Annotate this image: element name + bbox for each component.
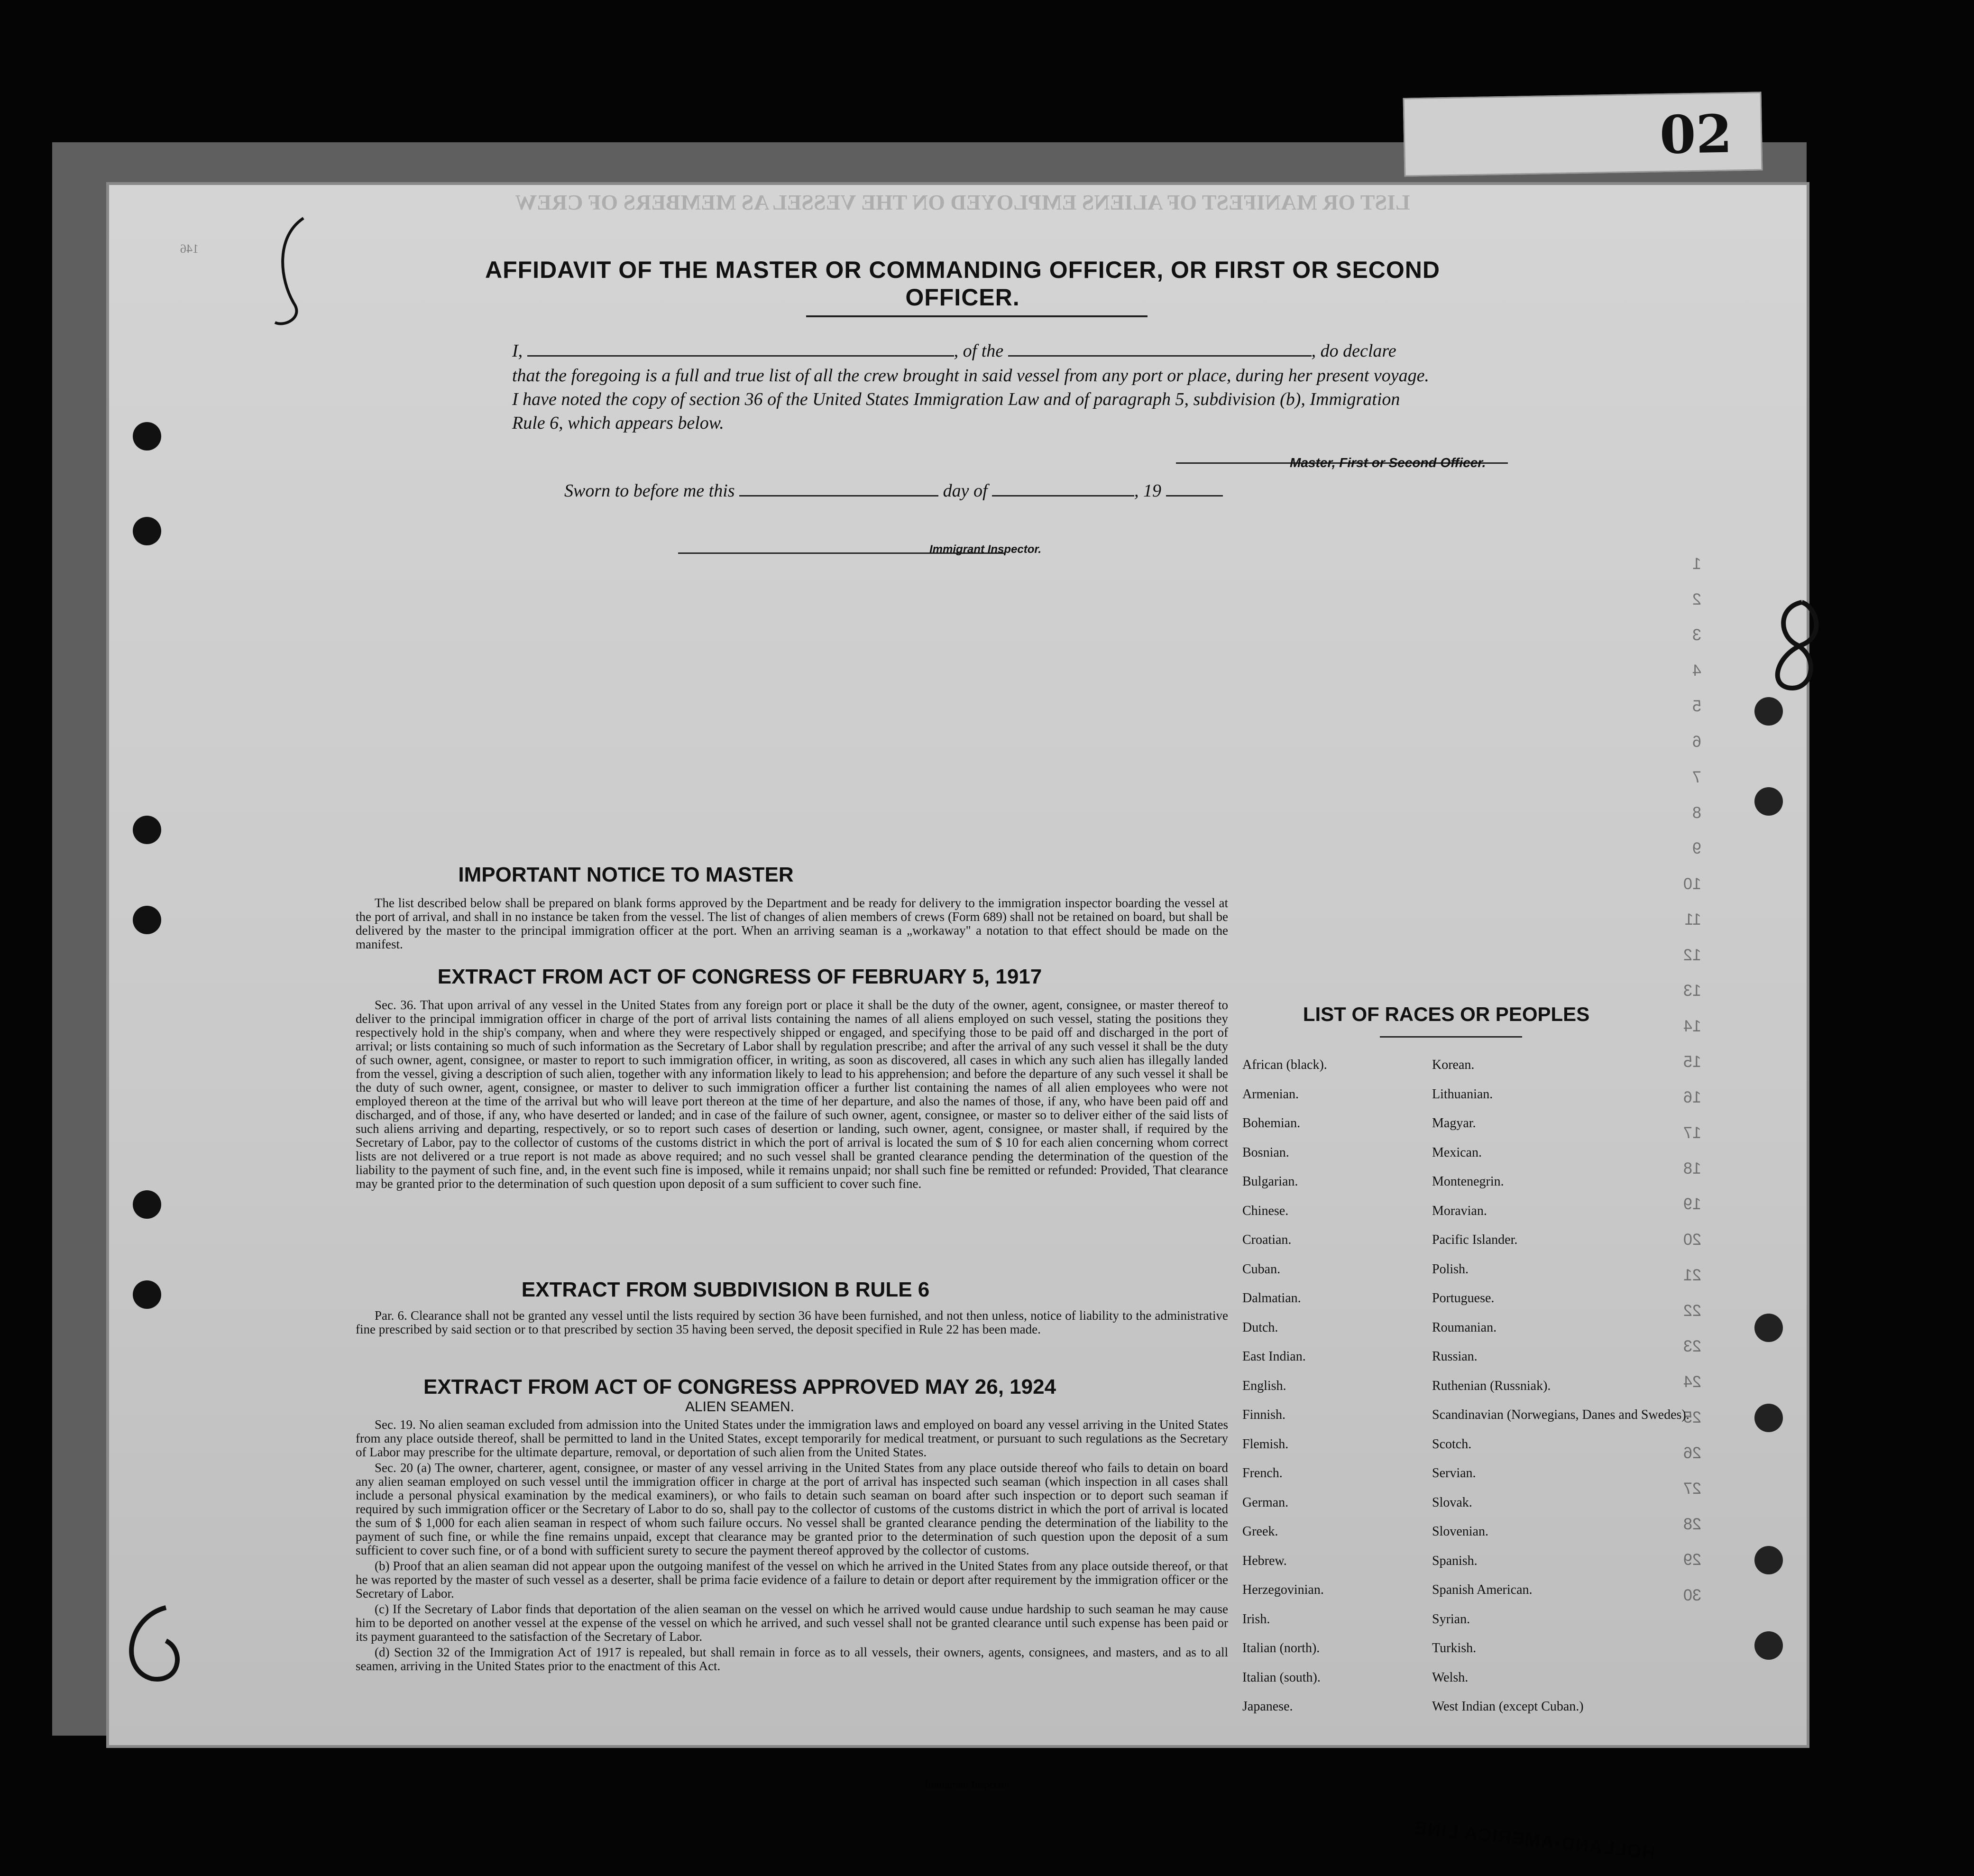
row-numbers: 1 2 3 4 5 6 7 8 9 10 11 12 13 14 15 16 17 18 19 20 21 22 23 24 25 26 27 28 29 30 [1683,555,1701,1604]
extract-1924-title: EXTRACT FROM ACT OF CONGRESS APPROVED MAY 26, 1924 [423,1375,1056,1398]
race-item: East Indian. [1242,1349,1306,1364]
extract-rule6-text: Par. 6. Clearance shall not be granted any vessel until the lists required by section 36 have been furnished, and not then unless, notice of liability to the administrative fine prescribed by said section or to that prescribed by section 35 having been served, the deposit specified in Rule 22 has been made. [356,1308,1228,1336]
binder-hole [1754,787,1783,816]
binder-hole [1754,1546,1783,1574]
binder-hole [133,422,161,451]
race-item: Servian. [1432,1466,1476,1481]
race-item: Ruthenian (Russniak). [1432,1378,1551,1393]
race-item: Moravian. [1432,1203,1487,1218]
race-item: Russian. [1432,1349,1478,1364]
race-item: Scandinavian (Norwegians, Danes and Swedes). [1432,1407,1689,1422]
race-item: Herzegovinian. [1242,1582,1324,1597]
race-item: Scotch. [1432,1436,1472,1452]
binder-hole [133,1280,161,1309]
race-item: Welsh. [1432,1670,1469,1685]
tab-number: 02 [1659,103,1733,166]
race-item: West Indian (except Cuban.) [1432,1699,1584,1714]
race-item: Mexican. [1432,1145,1482,1160]
sworn-line: Sworn to before me this day of , 19 [564,479,1276,501]
race-item: German. [1242,1495,1289,1510]
extract-1917-title: EXTRACT FROM ACT OF CONGRESS OF FEBRUARY 5, 1917 [437,965,1042,988]
binder-hole [133,816,161,844]
race-item: Syrian. [1432,1611,1470,1627]
race-item: Finnish. [1242,1407,1286,1422]
affidavit-title: AFFIDAVIT OF THE MASTER OR COMMANDING OFFICER, OR FIRST OR SECOND OFFICER. [485,257,1441,311]
binder-hole [133,906,161,934]
race-item: Bohemian. [1242,1116,1301,1131]
race-item: Portuguese. [1432,1291,1495,1306]
race-item: Turkish. [1432,1641,1477,1655]
race-item: Korean. [1432,1058,1475,1072]
race-item: African (black). [1242,1058,1327,1072]
race-item: Cuban. [1242,1261,1281,1277]
top-tab [1403,92,1763,176]
race-item: Italian (north). [1242,1641,1320,1655]
race-item: Bulgarian. [1242,1174,1298,1189]
races-list-title: LIST OF RACES OR PEOPLES [1303,1003,1590,1025]
race-item: Dutch. [1242,1320,1278,1335]
race-item: Pacific Islander. [1432,1232,1518,1247]
affidavit-line-3: I have noted the copy of section 36 of the United States Immigration Law and of paragraph 5, subdivision (b), Immigration [512,389,1400,409]
title-underline [806,315,1148,317]
races-left-column [1242,1058,1432,1729]
extract-1924-text: Sec. 19. No alien seaman excluded from admission into the United States under the immigration laws and employed on board any vessel arriving in the United States from any place outside thereof, shall be permitted to land in the United States, except temporarily for medical treatment, or pursuant to such regulations as the Secretary of Labor may prescribe for the ultimate departure, removal, or deportation of such alien from the United States. Sec. 20 (a) The owner, charterer, agent, consignee, or master of any vessel arriving in the United States from any place outside thereof who fails to detain on board any alien seaman employed on such vessel until the immigration officer in charge at the port of arrival has inspected such seaman (which inspection in all cases shall include a personal physical examination by the medical examiners), or who fails to detain such seaman on board after such inspection or to deport such seaman if required by such immigration officer or the Secretary of Labor to do so, shall pay to the collector of customs of the customs district in which the port of arrival is located the sum of $ 1,000 for each alien seaman in respect of whom such failure occurs. No vessel shall be granted clearance pending the determination of the liability to the payment of such fine, or while the fine remains unpaid, except that clearance may be granted prior to the determination of such question upon the deposit of a sum sufficient to cover such fine, or of a bond with sufficient surety to secure the payment thereof approved by the collector of customs. (b) Proof that an alien seaman did not appear upon the outgoing manifest of the vessel on which he arrived in the United States from any place outside thereof, or that he was reported by the master of such vessel as a deserter, shall be prima facie evidence of a failure to detain or deport after requirement by the immigration officer or the Secretary of Labor. (c) If the Secretary of Labor finds that deportation of the alien seaman on the vessel on which he arrived would cause undue hardship to such seaman he may cause him to be deported on another vessel at the expense of the vessel on which he arrived, and such vessel shall not be granted clearance until such expense has been paid or its payment guaranteed to the satisfaction of the Secretary of Labor. (d) Section 32 of the Immigration Act of 1917 is repealed, but shall remain in force as to all vessels, their owners, agents, consignees, and masters, and as to all seamen, arriving in the United States prior to the enactment of this Act. [356,1417,1228,1673]
race-item: Hebrew. [1242,1553,1287,1568]
handwritten-mark [266,209,322,332]
race-item: Croatian. [1242,1232,1292,1247]
bleed-through-title: LIST OR MANIFEST OF ALIENS EMPLOYED ON THE VESSEL AS MEMBERS OF CREW [515,190,1410,214]
race-item: Dalmatian. [1242,1291,1301,1306]
company-stamp: HOLLAND-AMERICA LINE [1413,1818,1656,1863]
race-item: Bosnian. [1242,1145,1289,1160]
race-item: French. [1242,1466,1283,1481]
race-item: Lithuanian. [1432,1086,1493,1102]
important-notice-title: IMPORTANT NOTICE TO MASTER [458,863,794,886]
affidavit-line-4: Rule 6, which appears below. [512,413,724,433]
race-item: Greek. [1242,1524,1278,1539]
binder-hole [1754,1314,1783,1342]
race-item: Montenegrin. [1432,1174,1504,1189]
binder-hole [1754,1404,1783,1432]
binder-hole [1754,1631,1783,1660]
races-title-underline [1380,1036,1522,1038]
signature-label: Master, First or Second Officer. [1290,455,1486,470]
race-item: Armenian. [1242,1086,1299,1102]
race-item: Spanish. [1432,1553,1478,1568]
race-item: Magyar. [1432,1116,1476,1131]
bottom-inspector-label: Immigrant Inspector. [925,1778,1012,1790]
inspector-label: Immigrant Inspector. [929,543,1042,556]
extract-rule6-title: EXTRACT FROM SUBDIVISION B RULE 6 [521,1278,930,1301]
binder-hole [133,1190,161,1219]
race-item: Spanish American. [1432,1582,1533,1597]
handwritten-mark [109,1598,204,1693]
affidavit-line-1: I, , of the , do declare [512,339,1532,361]
race-item: Italian (south). [1242,1670,1321,1685]
races-right-column [1432,1058,1698,1729]
race-item: English. [1242,1378,1286,1393]
important-notice-text: The list described below shall be prepared on blank forms approved by the Department and be ready for delivery to the immigration inspector boarding the vessel at the port of arrival, and shall in no instance be taken from the vessel. The list of changes of alien members of crews (Form 689) shall not be retained on board, but shall be delivered by the master to the principal immigration officer at the port. When an arriving seaman is a „workaway" a notation to that effect should be made on the manifest. [356,896,1228,951]
binder-hole [133,517,161,545]
race-item: Slovenian. [1432,1524,1488,1539]
affidavit-line-2: that the foregoing is a full and true list of all the crew brought in said vessel from any port or place, during her present voyage. [512,366,1429,386]
race-item: Polish. [1432,1261,1469,1277]
race-item: Chinese. [1242,1203,1289,1218]
race-item: Irish. [1242,1611,1270,1627]
sheet-number: 146 [180,242,199,256]
race-item: Flemish. [1242,1436,1289,1452]
manifest-page [109,185,1807,1863]
race-item: Japanese. [1242,1699,1293,1714]
extract-1924-subtitle: ALIEN SEAMEN. [685,1399,795,1415]
race-item: Roumanian. [1432,1320,1497,1335]
race-item: Slovak. [1432,1495,1472,1510]
handwritten-number [1759,593,1830,707]
extract-1917-text: Sec. 36. That upon arrival of any vessel in the United States from any foreign port or place it shall be the duty of the owner, agent, consignee, or master thereof to deliver to the principal immigration officer in charge of the port of arrival lists containing the names of all aliens employed on such vessel, stating the positions they respectively hold in the ship's company, when and where they were respectively shipped or engaged, and specifying those to be paid off and discharged in the port of arrival; or lists containing so much of such information as the Secretary of Labor shall by regulation prescribe; and after the arrival of any such vessel it shall be the duty of such owner, agent, consignee, or master to report to such immigration officer, in writing, as soon as discovered, all cases in which any such alien has illegally landed from the vessel, giving a description of such alien, together with any information likely to lead to his apprehension; and before the departure of any such vessel it shall be the duty of such owner, agent, consignee, or master to deliver to such immigration officer a further list containing the names of all alien employees who were not employed thereon at the time of the arrival but who will leave port thereon at the time of her departure, and also the names of those, if any, who have been paid off and discharged, and of those, if any, who have deserted or landed; and in case of the failure of such owner, agent, consignee, or master so to deliver either of the said lists of such aliens arriving and departing, respectively, or so to report such cases of desertion or landing, such owner, agent, consignee, or master shall, if required by the Secretary of Labor, pay to the collector of customs of the customs district in which the port of arrival is located the sum of $ 10 for each alien concerning whom correct lists are not delivered or a true report is not made as above required; and no such vessel shall be granted clearance pending the determination of the question of the liability to the payment of such fine, and, in the event such fine is imposed, while it remains unpaid; nor shall such fine be remitted or refunded: Provided, That clearance may be granted prior to the determination of such question upon deposit of a sum sufficient to cover such fine. [356,998,1228,1191]
